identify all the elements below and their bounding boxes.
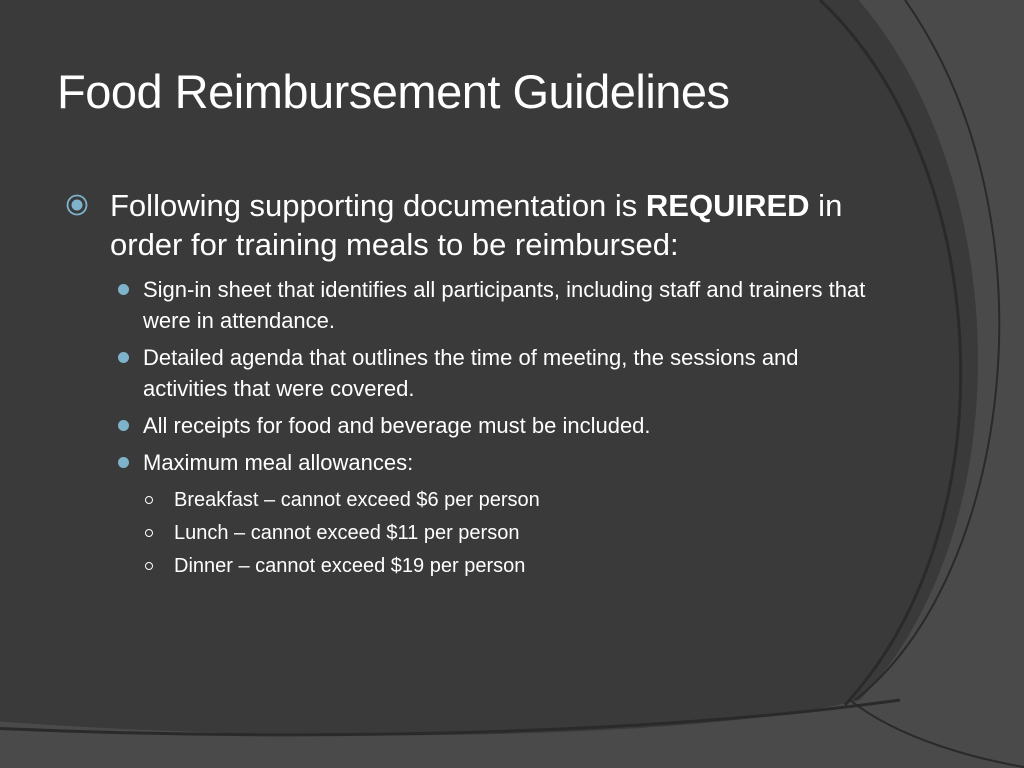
- list-item-agenda: [66, 342, 866, 404]
- bullet-dot-icon: [118, 457, 129, 468]
- list-item-text: All receipts for food and beverage must be included.: [143, 413, 651, 438]
- meal-item-text: Dinner – cannot exceed $19 per person: [174, 555, 526, 577]
- meal-item-breakfast: [66, 484, 866, 517]
- main-bullet: [66, 186, 866, 264]
- list-item-meal-allowances: [66, 447, 866, 478]
- meal-item-lunch: [66, 517, 866, 550]
- required-emphasis: REQUIRED: [645, 188, 810, 223]
- target-circle-icon: [66, 194, 88, 216]
- slide-content: [66, 186, 866, 583]
- list-item-text: Maximum meal allowances:: [143, 450, 414, 475]
- meal-item-text: Breakfast – cannot exceed $6 per person: [174, 489, 540, 511]
- list-item-sign-in-sheet: [66, 274, 866, 336]
- main-bullet-text-end: in order for training meals to be reimbursed:: [110, 188, 843, 262]
- meal-allowance-list: [66, 484, 866, 583]
- slide-title: Food Reimbursement Guidelines: [57, 65, 730, 118]
- main-bullet-text: Following supporting documentation is: [110, 188, 646, 223]
- bullet-dot-icon: [118, 420, 129, 431]
- bullet-dot-icon: [118, 352, 129, 363]
- requirements-list: [66, 274, 866, 478]
- meal-item-dinner: [66, 550, 866, 583]
- list-item-text: Sign-in sheet that identifies all participants, including staff and trainers that were in attendance.: [143, 277, 866, 333]
- bullet-dot-icon: [118, 284, 129, 295]
- meal-item-text: Lunch – cannot exceed $11 per person: [174, 522, 520, 544]
- list-item-receipts: [66, 410, 866, 441]
- list-item-text: Detailed agenda that outlines the time of meeting, the sessions and activities that were covered.: [143, 345, 799, 401]
- bullet-ring-icon: [145, 562, 153, 570]
- bullet-ring-icon: [145, 529, 153, 537]
- bullet-ring-icon: [145, 496, 153, 504]
